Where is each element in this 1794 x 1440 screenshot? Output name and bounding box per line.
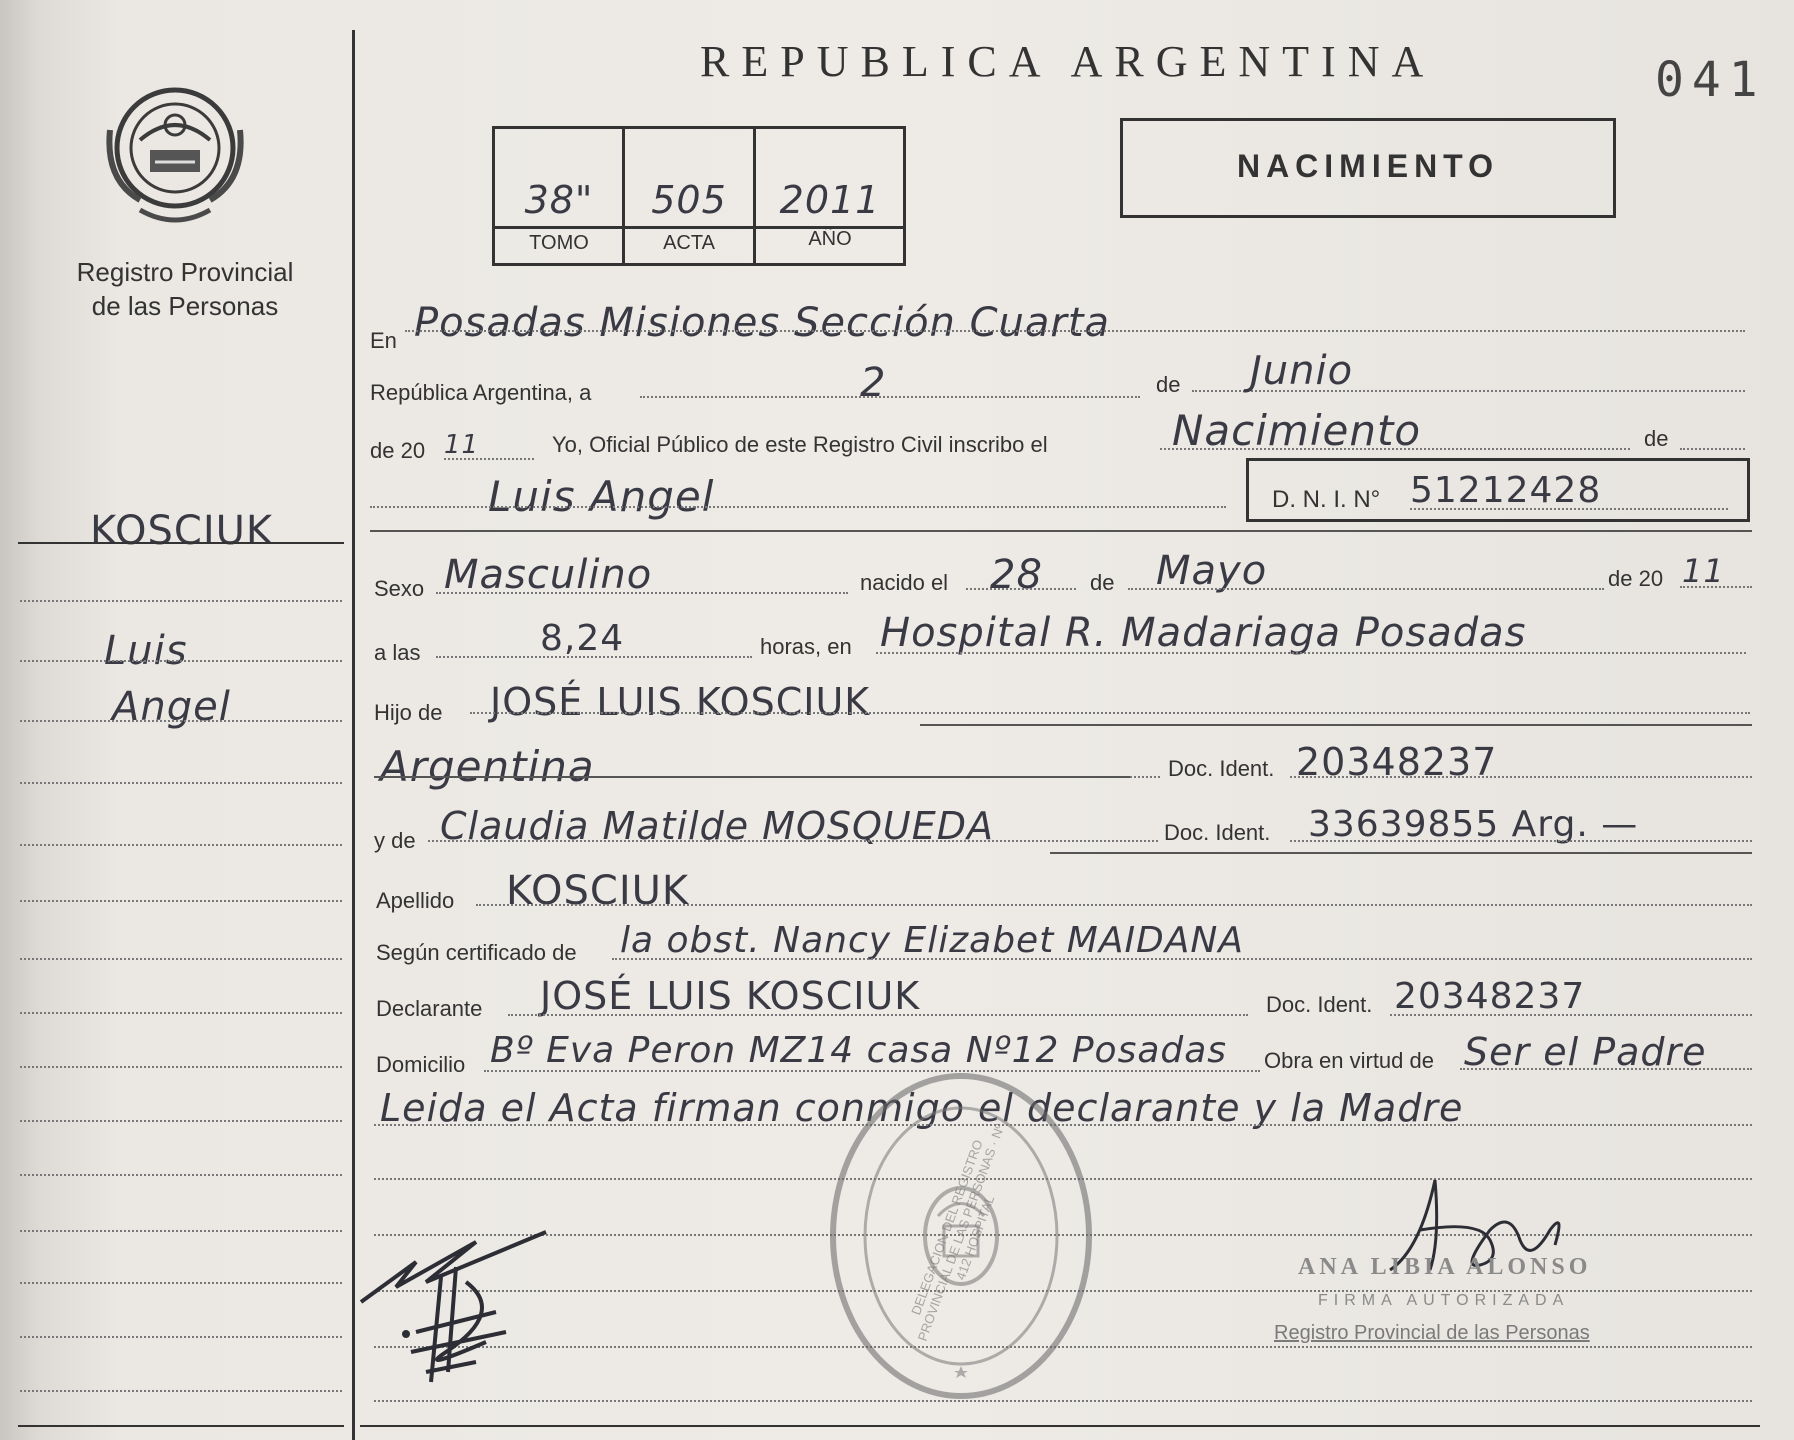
a-las-label: a las xyxy=(374,640,421,665)
declarante-value: JOSÉ LUIS KOSCIUK xyxy=(540,974,921,1018)
margin-line xyxy=(20,600,342,602)
birth-year-suffix: 11 xyxy=(1682,552,1725,590)
form-separator xyxy=(370,530,1752,532)
form-line xyxy=(476,904,1752,906)
obra-label: Obra en virtud de xyxy=(1264,1048,1434,1073)
place-value: Posadas Misiones Sección Cuarta xyxy=(414,300,1111,346)
authorized-signature-label: FIRMA AUTORIZADA xyxy=(1318,1292,1570,1309)
form-line xyxy=(1290,776,1752,778)
year-suffix: 11 xyxy=(444,430,480,460)
margin-given2: Angel xyxy=(112,684,231,730)
nacido-label: nacido el xyxy=(860,570,949,595)
mother-doc-value: 33639855 Arg. — xyxy=(1308,804,1639,845)
declarant-signature xyxy=(356,1222,566,1392)
sexo-label: Sexo xyxy=(374,576,425,601)
form-line xyxy=(1680,448,1745,450)
tomo-value: 38" xyxy=(524,178,594,222)
de-label2: de xyxy=(1644,426,1669,451)
margin-line xyxy=(20,844,342,846)
obra-value: Ser el Padre xyxy=(1464,1030,1707,1074)
year-prefix: de 20 xyxy=(370,438,426,463)
dni-label: D. N. I. N° xyxy=(1272,486,1381,513)
registry-name-line2: de las Personas xyxy=(91,291,279,321)
margin-line xyxy=(20,1336,342,1338)
form-line xyxy=(1290,840,1752,842)
domicilio-value: Bº Eva Peron MZ14 casa Nº12 Posadas xyxy=(490,1030,1228,1071)
birth-place-value: Hospital R. Madariaga Posadas xyxy=(880,610,1527,656)
margin-bottom-line xyxy=(18,1425,344,1427)
dni-value: 51212428 xyxy=(1410,470,1602,511)
month-value: Junio xyxy=(1250,348,1354,394)
record-type-label: NACIMIENTO xyxy=(1236,148,1500,184)
domicilio-label: Domicilio xyxy=(376,1052,466,1077)
registry-seal xyxy=(100,70,250,230)
official-text: Yo, Oficial Público de este Registro Civil inscribo el xyxy=(552,432,1048,457)
day-value: 2 xyxy=(860,360,887,406)
form-separator xyxy=(1050,852,1752,854)
official-name: ANA LIBIA ALONSO xyxy=(1298,1254,1592,1280)
margin-line xyxy=(20,1174,342,1176)
father-value: JOSÉ LUIS KOSCIUK xyxy=(490,680,871,724)
certificate-value: la obst. Nancy Elizabet MAIDANA xyxy=(620,920,1244,961)
form-line xyxy=(444,458,534,460)
form-line xyxy=(1130,776,1160,778)
form-line xyxy=(508,1014,1248,1016)
margin-surname-line xyxy=(18,542,344,544)
form-line xyxy=(1680,586,1752,588)
father-doc-value: 20348237 xyxy=(1296,740,1498,784)
birth-month-value: Mayo xyxy=(1156,548,1268,594)
birth-day-value: 28 xyxy=(990,552,1043,598)
doc-label: Doc. Ident. xyxy=(1168,756,1275,781)
acta-value: 505 xyxy=(651,178,727,222)
registry-footer: Registro Provincial de las Personas xyxy=(1274,1322,1590,1344)
margin-given1: Luis xyxy=(104,628,188,674)
margin-line xyxy=(20,1282,342,1284)
form-line xyxy=(374,776,1130,778)
inscribed-value: Nacimiento xyxy=(1172,406,1422,455)
y-de-label: y de xyxy=(374,828,416,853)
form-line xyxy=(1128,588,1604,590)
margin-line xyxy=(20,1066,342,1068)
margin-line xyxy=(20,1012,342,1014)
form-line xyxy=(436,592,848,594)
country-title: REPUBLICA ARGENTINA xyxy=(700,37,1436,86)
margin-divider xyxy=(352,30,355,1440)
form-line xyxy=(1390,1014,1752,1016)
margin-line xyxy=(20,1390,342,1392)
anio-value: 2011 xyxy=(779,178,881,222)
mother-value: Claudia Matilde MOSQUEDA xyxy=(440,804,994,848)
form-line xyxy=(640,396,1140,398)
doc-label2: Doc. Ident. xyxy=(1164,820,1271,845)
form-line xyxy=(876,652,1746,654)
form-line xyxy=(612,958,1752,960)
hijo-label: Hijo de xyxy=(374,700,443,725)
acta-label: ACTA xyxy=(663,232,715,254)
form-line xyxy=(470,712,1750,714)
form-line xyxy=(436,656,752,658)
form-line xyxy=(428,840,1158,842)
birth-year-prefix: de 20 xyxy=(1608,566,1664,591)
form-line xyxy=(405,330,1745,332)
margin-line xyxy=(20,782,342,784)
form-separator xyxy=(920,724,1752,726)
form-line xyxy=(966,588,1076,590)
anio-label: AÑO xyxy=(808,228,852,250)
form-line xyxy=(1410,508,1728,510)
margin-line xyxy=(20,660,342,662)
apellido-label: Apellido xyxy=(376,888,455,913)
de-label3: de xyxy=(1090,570,1115,595)
segun-label: Según certificado de xyxy=(376,940,577,965)
en-label: En xyxy=(370,328,397,353)
declarante-label: Declarante xyxy=(376,996,483,1021)
form-line xyxy=(370,506,1226,508)
form-line xyxy=(1460,1068,1752,1070)
page-number: 041 xyxy=(1655,52,1766,108)
margin-line xyxy=(20,720,342,722)
doc-label3: Doc. Ident. xyxy=(1266,992,1373,1017)
margin-line xyxy=(20,958,342,960)
name-value: Luis Angel xyxy=(488,472,715,521)
horas-label: horas, en xyxy=(760,634,852,659)
sexo-value: Masculino xyxy=(444,552,653,598)
reading-line-value: Leida el Acta firman conmigo el declarante y la Madre xyxy=(380,1086,1464,1130)
declarante-doc-value: 20348237 xyxy=(1394,976,1586,1017)
hour-value: 8,24 xyxy=(540,618,625,659)
republica-label: República Argentina, a xyxy=(370,380,592,405)
margin-line xyxy=(20,900,342,902)
stamp-text: DELEGACION DEL REGISTRO PROVINCIAL DE LAS PERSONAS · Nº 412 HOSPITAL xyxy=(908,1122,1008,1343)
margin-line xyxy=(20,1230,342,1232)
de-label: de xyxy=(1156,372,1181,397)
margin-line xyxy=(20,1120,342,1122)
father-nationality-value: Argentina xyxy=(380,742,595,791)
apellido-value: KOSCIUK xyxy=(506,868,690,914)
registry-name-line1: Registro Provincial xyxy=(76,257,294,287)
form-line xyxy=(1160,448,1630,450)
tomo-label: TOMO xyxy=(529,232,589,254)
margin-surname: KOSCIUK xyxy=(90,508,274,554)
form-bottom-line xyxy=(360,1425,1760,1427)
